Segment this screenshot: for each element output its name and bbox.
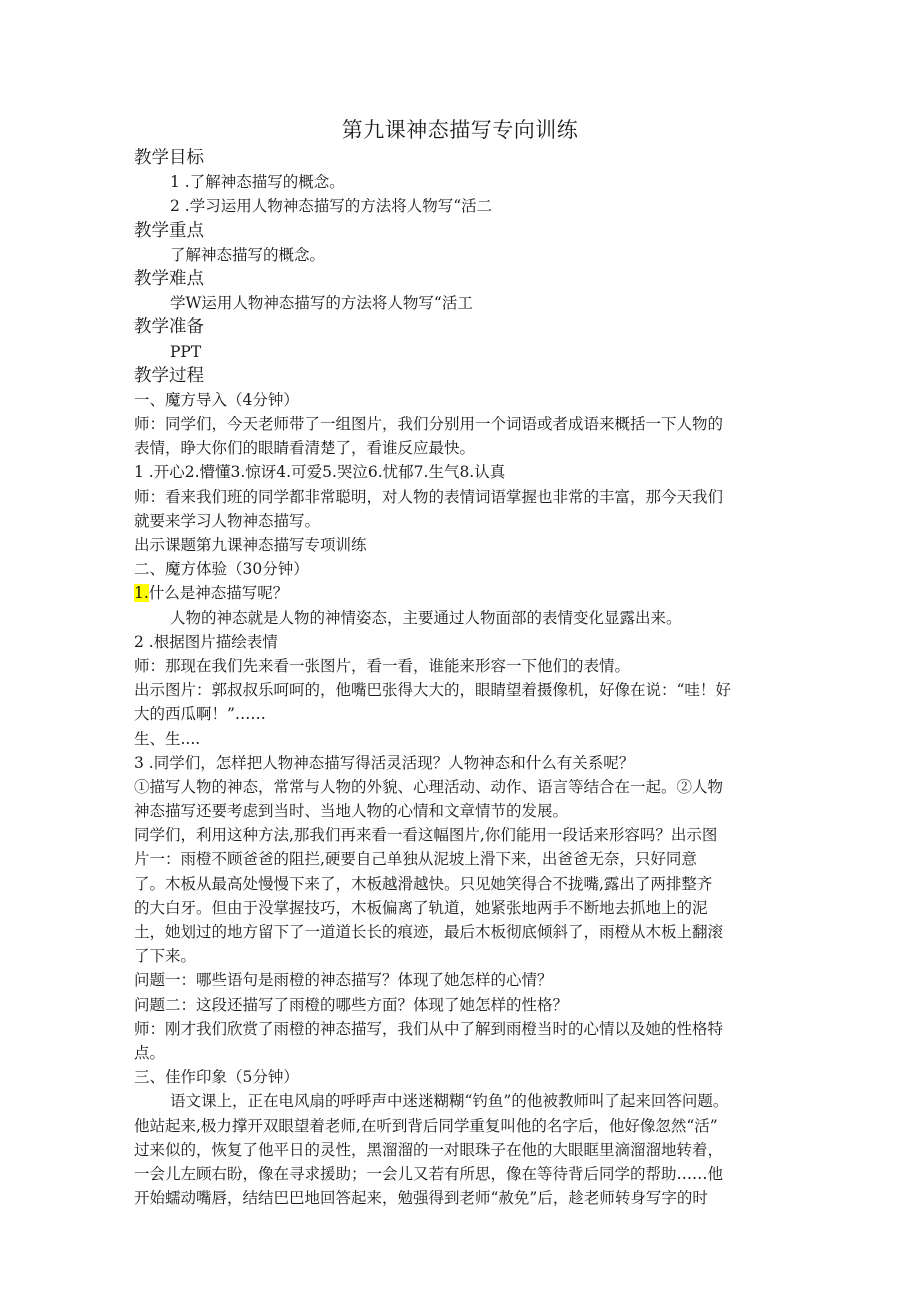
line-text: ①描写人物的神态，常常与人物的外貌、心理活动、动作、语言等结合在一起。②人物 [134,777,724,796]
line-text: 教学目标 [134,148,204,168]
text-line [134,606,794,630]
text-line [134,1065,794,1089]
line-text: 他站起来,极力撑开双眼望着老师,在听到背后同学重复叫他的名字后，他好像忽然“活” [134,1116,718,1135]
line-text: 问题二：这段还描写了雨橙的哪些方面？体现了她怎样的性格？ [134,995,569,1014]
page-title: 第九课神态描写专向训练 [341,118,579,142]
line-text: 了。木板从最高处慢慢下来了，木板越滑越快。只见她笑得合不拢嘴,露出了两排整齐 [134,874,713,893]
line-text: 一、魔方导入（4分钟） [134,390,299,409]
section-heading [134,267,794,291]
text-line [134,1162,794,1186]
line-text: 神态描写还要考虑到当时、当地人物的心情和文章情节的发展。 [134,802,569,821]
text-line [134,823,794,847]
line-text: 师：刚才我们欣赏了雨橙的神态描写，我们从中了解到雨橙当时的心情以及她的性格特 [134,1019,724,1038]
line-text: 师：同学们，今天老师带了一组图片，我们分别用一个词语或者成语来概括一下人物的 [134,415,724,434]
line-text: 教学重点 [134,220,204,241]
line-text: 大的西瓜啊！”…… [134,705,266,724]
text-line [134,630,794,654]
text-line [134,460,794,484]
text-line [134,1041,794,1065]
text-line [134,243,794,267]
line-text: 学W运用人物神态描写的方法将人物写“活工 [170,294,473,313]
document-body [134,146,794,1210]
text-line [134,727,794,751]
text-line [134,1186,794,1210]
text-line [134,920,794,944]
line-text: 了下来。 [134,947,197,966]
text-line [134,581,794,605]
line-text: 问题一：哪些语句是雨橙的神态描写？体现了她怎样的心情？ [134,971,553,990]
line-text: 同学们，利用这种方法,那我们再来看一看这幅图片,你们能用一段话来形容吗？出示图 [134,826,718,845]
text-line [134,896,794,920]
text-line [134,1089,794,1113]
text-line [134,436,794,460]
line-text: PPT [170,342,202,361]
line-text: 一会儿左顾右盼，像在寻求援助；一会儿又若有所思，像在等待背后同学的帮助……他 [134,1164,724,1183]
section-heading [134,219,794,243]
text-line [134,340,794,364]
line-text: 什么是神态描写呢？ [148,584,289,603]
text-line [134,1138,794,1162]
line-text: 出示图片：郭叔叔乐呵呵的，他嘴巴张得大大的，眼睛望着摄像机，好像在说：“哇！好 [134,681,731,700]
line-text: 开始蠕动嘴唇，结结巴巴地回答起来，勉强得到老师“赦免”后，趁老师转身写字的时 [134,1189,708,1208]
text-line [134,799,794,823]
line-text: 人物的神态就是人物的神情姿态，主要通过人物面部的表情变化显露出来。 [170,608,682,627]
line-text: 师：看来我们班的同学都非常聪明，对人物的表情词语掌握也非常的丰富，那今天我们 [134,487,724,506]
line-text: 土，她划过的地方留下了一道道长长的痕迹，最后木板彻底倾斜了，雨橙从木板上翻滚 [134,923,724,941]
text-line [134,485,794,509]
line-text: 教学过程 [134,365,204,386]
line-text: 教学准备 [134,317,204,338]
text-line [134,968,794,992]
line-text: 3 .同学们，怎样把人物神态描写得活灵活现？人物神态和什么有关系呢？ [134,753,635,772]
text-line [134,291,794,315]
line-text: 教学难点 [134,268,204,289]
text-line [134,775,794,799]
line-text: 就要来学习人物神态描写。 [134,511,321,530]
text-line [134,751,794,775]
text-line [134,388,794,412]
section-heading [134,315,794,339]
line-text: 片一：雨橙不顾爸爸的阻拦,硬要自己单独从泥坡上滑下来，出爸爸无奈，只好同意 [134,850,697,869]
line-text: 了解神态描写的概念。 [170,245,326,264]
line-text: 1 .开心2.懵懂3.惊讶4.可爱5.哭泣6.忧郁7.生气8.认真 [134,463,506,482]
line-text: 2 .根据图片描绘表情 [134,632,278,651]
text-line [134,654,794,678]
text-line [134,509,794,533]
highlighted-number: 1. [134,584,149,603]
text-line [134,678,794,702]
line-text: 出示课题第九课神态描写专项训练 [134,536,367,554]
text-line [134,412,794,436]
line-text: 表情，睁大你们的眼睛看清楚了，看谁反应最快。 [134,439,476,458]
line-text: 语文课上，正在电风扇的呼呼声中迷迷糊糊“钓鱼”的他被教师叫了起来回答问题。 [170,1092,729,1111]
text-line [134,702,794,726]
text-line [134,1114,794,1138]
text-line [134,1017,794,1041]
line-text: 1 .了解神态描写的概念。 [170,173,345,192]
section-heading [134,146,794,170]
line-text: 三、佳作印象（5分钟） [134,1068,299,1087]
text-line [134,872,794,896]
line-text: 的大白牙。但由于没掌握技巧，木板偏离了轨道，她紧张地两手不断地去抓地上的泥 [134,898,708,917]
line-text: 2 .学习运用人物神态描写的方法将人物写“活二 [170,197,493,216]
text-line [134,194,794,218]
section-heading [134,364,794,388]
line-text: 师：那现在我们先来看一张图片，看一看，谁能来形容一下他们的表情。 [134,656,631,675]
line-text: 点。 [134,1043,166,1062]
text-line [134,944,794,968]
text-line [134,533,794,557]
text-line [134,557,794,581]
text-line [134,847,794,871]
text-line [134,170,794,194]
line-text: 二、魔方体验（30分钟） [134,560,309,579]
text-line [134,993,794,1017]
line-text: 生、生.... [134,729,201,748]
line-text: 过来似的，恢复了他平日的灵性，黑溜溜的一对眼珠子在他的大眼眶里滴溜溜地转着， [134,1140,724,1159]
